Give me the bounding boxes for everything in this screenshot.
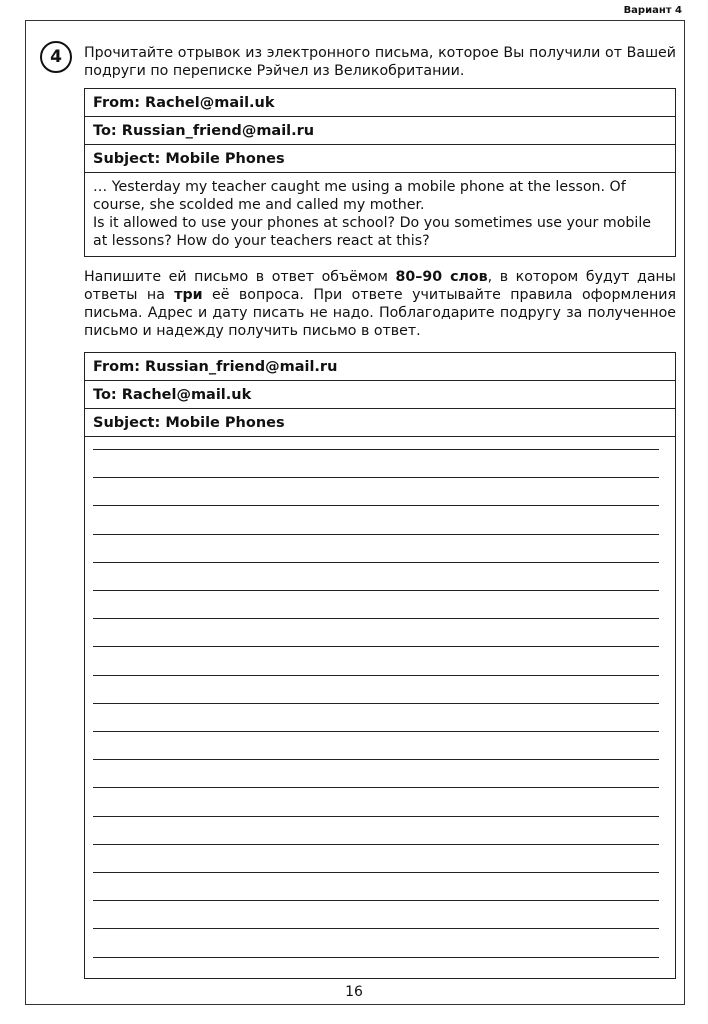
answer-line[interactable] <box>93 505 659 506</box>
answer-line[interactable] <box>93 646 659 647</box>
instr-part: её вопроса. При ответе учитывайте правила оформления письма. Адрес и дату писать не надо. Поблагодарите подругу за полученное письмо и надежду получить письмо в ответ. <box>84 287 676 339</box>
task-number-badge: 4 <box>40 41 72 73</box>
answer-line[interactable] <box>93 618 659 619</box>
received-body-line: Is it allowed to use your phones at school? Do you sometimes use your mobile at lessons? How do your teachers react at this? <box>93 215 652 249</box>
reply-to: To: Rachel@mail.uk <box>85 381 675 409</box>
reply-from: From: Russian_friend@mail.ru <box>85 353 675 381</box>
answer-line[interactable] <box>93 675 659 676</box>
answer-line[interactable] <box>93 957 659 958</box>
received-body <box>85 173 675 256</box>
answer-line[interactable] <box>93 562 659 563</box>
answer-line[interactable] <box>93 928 659 929</box>
answer-line[interactable] <box>93 534 659 535</box>
received-to: To: Russian_friend@mail.ru <box>85 117 675 145</box>
instr-part: , в котором будут даны ответы на <box>84 269 676 303</box>
answer-line[interactable] <box>93 590 659 591</box>
answer-line[interactable] <box>93 787 659 788</box>
intro-text: Прочитайте отрывок из электронного письма, которое Вы получили от Вашей подруги по переписке Рэйчел из Великобритании. <box>84 45 676 79</box>
answer-line[interactable] <box>93 900 659 901</box>
answer-line[interactable] <box>93 703 659 704</box>
received-subject: Subject: Mobile Phones <box>85 145 675 173</box>
answer-line[interactable] <box>93 844 659 845</box>
received-email-box <box>84 88 676 257</box>
received-from: From: Rachel@mail.uk <box>85 89 675 117</box>
instructions-text <box>84 268 676 340</box>
page-number: 16 <box>345 984 363 1000</box>
answer-line[interactable] <box>93 477 659 478</box>
variant-label: Вариант 4 <box>623 5 682 16</box>
answer-line[interactable] <box>93 731 659 732</box>
reply-subject: Subject: Mobile Phones <box>85 409 675 437</box>
answer-line[interactable] <box>93 449 659 450</box>
reply-email-box <box>84 352 676 979</box>
instr-part: Напишите ей письмо в ответ объёмом <box>84 269 396 285</box>
received-body-line: … Yesterday my teacher caught me using a mobile phone at the lesson. Of course, she scolded me and called my mother. <box>93 179 626 213</box>
word-count-bold: 80–90 слов <box>395 269 488 285</box>
answer-line[interactable] <box>93 872 659 873</box>
three-bold: три <box>174 287 203 303</box>
answer-line[interactable] <box>93 759 659 760</box>
answer-line[interactable] <box>93 816 659 817</box>
